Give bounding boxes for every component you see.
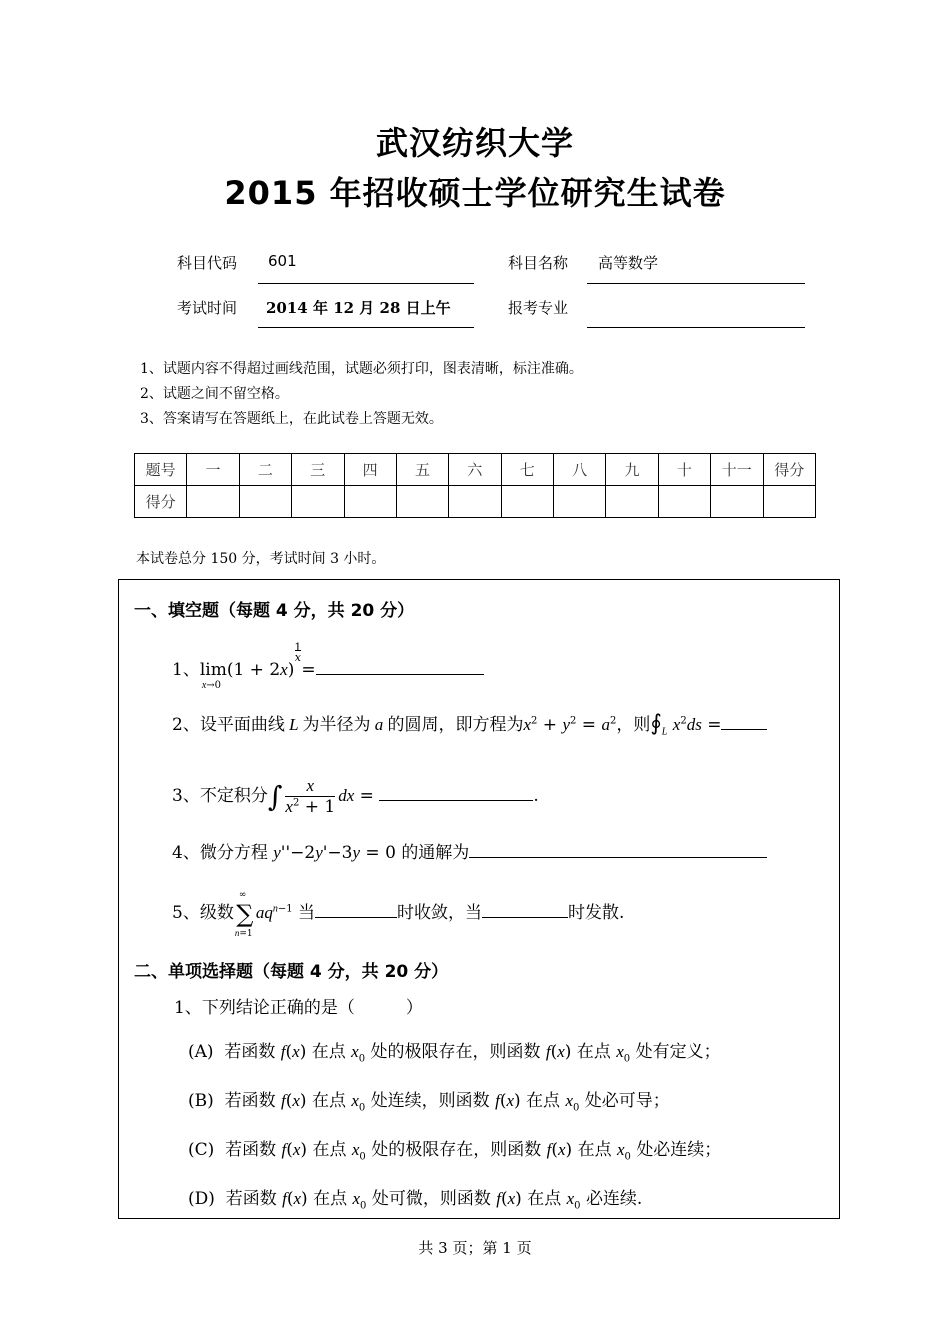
- s2-q1: 1、下列结论正确的是（ ）: [174, 998, 423, 1018]
- s1-q5: 5、级数 ∑ ∞ n=1 $aq^{n-1}$ 当 时收敛，当 时发散.: [172, 889, 625, 939]
- s1-q1-formula: lim x→0: [199, 660, 227, 691]
- option-text: 处可微，则函数: [371, 1189, 491, 1209]
- option-text: 若函数: [224, 1091, 276, 1111]
- option-letter: (C): [188, 1140, 215, 1160]
- option-text: 处有定义；: [635, 1042, 721, 1062]
- score-table-header-row: [135, 454, 816, 486]
- option-letter: (D): [188, 1189, 215, 1209]
- option-text: 处的极限存在，则函数: [370, 1042, 541, 1062]
- option-text: 处必连续；: [636, 1140, 722, 1160]
- s1-q3-blank: [379, 786, 533, 801]
- s1-q2-blank: [721, 715, 767, 730]
- s1-q1-prefix: 1、: [172, 660, 200, 680]
- s1-q2-mid3: ，则: [616, 715, 651, 735]
- note-1: 1、试题内容不得超过画线范围，试题必须打印，图表清晰，标注准确。: [140, 361, 583, 377]
- score-header-cell: 一: [187, 454, 239, 486]
- name-value: 高等数学: [598, 254, 659, 272]
- s1-q5-mid1: 当: [297, 903, 315, 923]
- page-footer: 共 3 页；第 1 页: [418, 1239, 532, 1257]
- s1-q5-mid2: 时收敛，当: [396, 903, 482, 923]
- s1-q4-suffix: 的通解为: [401, 843, 470, 863]
- score-header-cell: 二: [239, 454, 291, 486]
- s1-q4: 4、微分方程 y''−2y'−3y = 0 的通解为: [172, 838, 767, 863]
- score-cell: [292, 486, 344, 518]
- option-text: 若函数: [225, 1189, 277, 1209]
- score-header-cell: 十一: [711, 454, 763, 486]
- section2-title: 二、单项选择题（每题 4 分，共 20 分）: [134, 962, 449, 982]
- score-header-cell: 九: [606, 454, 658, 486]
- score-cell: [658, 486, 710, 518]
- option-text: 在点: [527, 1189, 562, 1209]
- option-text: 在点: [311, 1042, 346, 1062]
- score-cell: [554, 486, 606, 518]
- score-header-cell: 得分: [763, 454, 816, 486]
- s1-q2-mid2: 的圆周，即方程为: [387, 715, 524, 735]
- note-2: 2、试题之间不留空格。: [140, 386, 289, 402]
- score-cell: [396, 486, 448, 518]
- note-3: 3、答案请写在答题纸上，在此试卷上答题无效。: [140, 411, 443, 427]
- s1-q5-blank-converge: [315, 903, 397, 918]
- s1-q4-prefix: 4、微分方程: [172, 843, 268, 863]
- score-header-cell: 五: [396, 454, 448, 486]
- code-label: 科目代码: [177, 254, 238, 272]
- code-value: 601: [268, 252, 297, 270]
- score-cell: [501, 486, 553, 518]
- major-underline: [587, 327, 805, 328]
- s1-q2: 2、设平面曲线 L 为半径为 a 的圆周，即方程为$x^2 + y^2 = a^2$，则$∮_L$ $x^2ds$ =: [172, 710, 767, 737]
- s1-q1: 1、lim x→0 $(1 + 2x)^{1 x}=$: [172, 655, 484, 680]
- option-letter: (A): [188, 1042, 214, 1062]
- section1-title: 一、填空题（每题 4 分，共 20 分）: [134, 601, 415, 621]
- s1-q5-prefix: 5、级数: [172, 903, 234, 923]
- s1-q3: 3、不定积分∫ $\frac{x}{x^2 + 1}$ dx = .: [172, 776, 539, 817]
- s1-q1-blank: [316, 660, 484, 675]
- name-underline: [587, 283, 805, 284]
- score-cell: [606, 486, 658, 518]
- score-cell: [239, 486, 291, 518]
- university-title: 武汉纺织大学: [375, 124, 574, 162]
- score-header-cell: 三: [292, 454, 344, 486]
- score-header-cell: 六: [449, 454, 501, 486]
- name-label: 科目名称: [508, 254, 569, 272]
- score-row-label: 得分: [135, 486, 187, 518]
- exam-title: 2015 年招收硕士学位研究生试卷: [224, 174, 726, 212]
- time-underline: [258, 327, 474, 328]
- s2-q1-option-d: (D) 若函数 f(x) 在点 $x_0$ 处可微，则函数 f(x) 在点 $x_0$ 必连续.: [188, 1189, 643, 1212]
- score-header-cell: 题号: [135, 454, 187, 486]
- option-text: 在点: [311, 1091, 346, 1111]
- time-value: 2014 年 12 月 28 日上午: [266, 299, 451, 317]
- option-text: 处的极限存在，则函数: [371, 1140, 542, 1160]
- time-label: 考试时间: [177, 299, 238, 317]
- score-cell: [187, 486, 239, 518]
- s1-q4-blank: [469, 843, 767, 858]
- option-text: 在点: [526, 1091, 561, 1111]
- option-text: 处必可导；: [584, 1091, 670, 1111]
- option-text: 若函数: [224, 1042, 276, 1062]
- option-text: 在点: [312, 1140, 347, 1160]
- score-header-cell: 四: [344, 454, 396, 486]
- code-underline: [258, 283, 474, 284]
- score-cell: [711, 486, 763, 518]
- score-cell: [763, 486, 816, 518]
- exam-summary: 本试卷总分 150 分，考试时间 3 小时。: [136, 551, 386, 567]
- score-table: [134, 453, 816, 518]
- score-header-cell: 八: [554, 454, 606, 486]
- option-text: 在点: [576, 1042, 611, 1062]
- s2-q1-option-a: (A) 若函数 f(x) 在点 $x_0$ 处的极限存在，则函数 f(x) 在点 $x_0$ 处有定义；: [188, 1042, 721, 1065]
- s2-q1-option-b: (B) 若函数 f(x) 在点 $x_0$ 处连续，则函数 f(x) 在点 $x_0$ 处必可导；: [188, 1091, 670, 1114]
- s2-q1-option-c: (C) 若函数 f(x) 在点 $x_0$ 处的极限存在，则函数 f(x) 在点 $x_0$ 处必连续；: [188, 1140, 722, 1163]
- option-text: 必连续.: [585, 1189, 643, 1209]
- option-letter: (B): [188, 1091, 214, 1111]
- major-label: 报考专业: [508, 299, 569, 317]
- score-table-score-row: [135, 486, 816, 518]
- s1-q3-prefix: 3、不定积分: [172, 786, 268, 806]
- option-text: 在点: [577, 1140, 612, 1160]
- score-header-cell: 七: [501, 454, 553, 486]
- s1-q2-prefix: 2、设平面曲线: [172, 715, 285, 735]
- score-header-cell: 十: [658, 454, 710, 486]
- option-text: 处连续，则函数: [370, 1091, 490, 1111]
- option-text: 若函数: [225, 1140, 277, 1160]
- s1-q5-suffix: 时发散.: [567, 903, 625, 923]
- score-cell: [449, 486, 501, 518]
- score-cell: [344, 486, 396, 518]
- s1-q5-blank-diverge: [482, 903, 568, 918]
- option-text: 在点: [313, 1189, 348, 1209]
- s1-q2-mid1: 为半径为: [302, 715, 371, 735]
